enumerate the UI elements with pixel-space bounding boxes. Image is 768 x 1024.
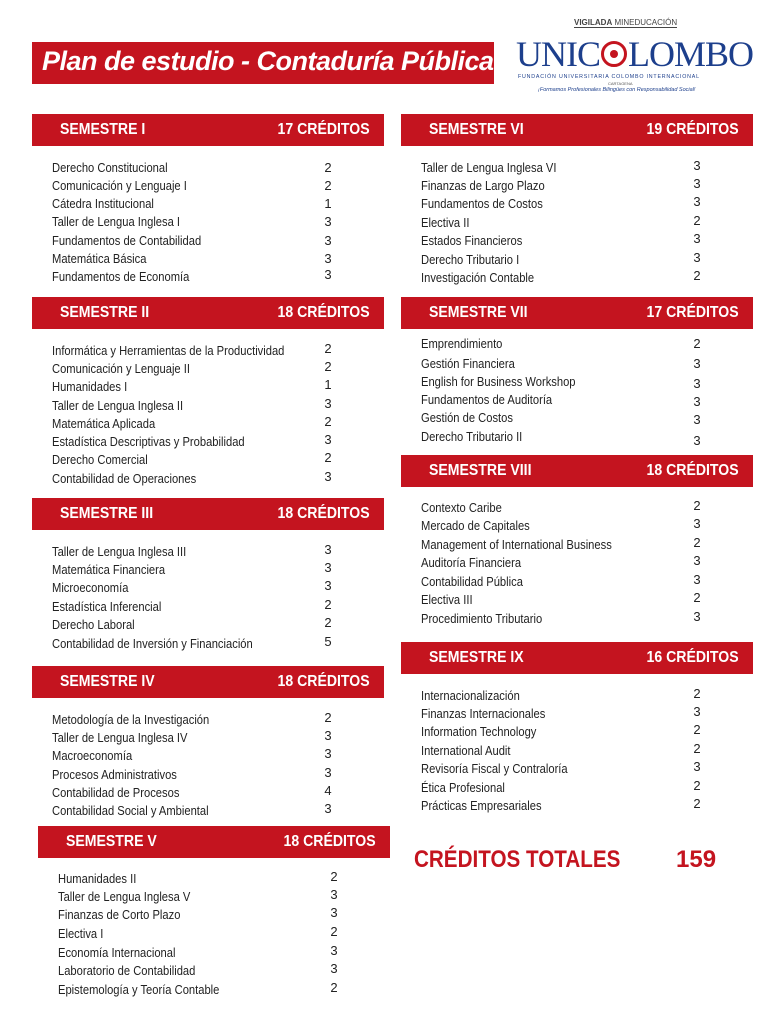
course-credits: 3 — [324, 578, 332, 593]
course-name: Taller de Lengua Inglesa V — [58, 889, 191, 904]
course-credits: 3 — [693, 609, 701, 624]
course-name: Ética Profesional — [421, 780, 505, 795]
course-name: Finanzas de Largo Plazo — [421, 178, 545, 193]
course-credits: 3 — [693, 433, 701, 448]
course-credits: 3 — [324, 801, 332, 816]
course-name: Fundamentos de Costos — [421, 196, 543, 211]
course-credits: 3 — [324, 728, 332, 743]
vigilada-label: VIGILADA MINEDUCACIÓN — [574, 18, 678, 27]
semester-name: SEMESTRE IV — [60, 673, 155, 690]
semester-credits: 19 CRÉDITOS — [646, 121, 739, 138]
course-credits: 3 — [324, 214, 332, 229]
course-credits: 2 — [330, 869, 338, 884]
course-name: Contabilidad Pública — [421, 574, 523, 589]
course-name: Taller de Lengua Inglesa III — [52, 544, 187, 559]
semester-header — [401, 642, 753, 674]
course-credits: 3 — [324, 560, 332, 575]
semester-header — [38, 826, 390, 858]
course-name: Fundamentos de Economía — [52, 269, 190, 284]
course-credits: 2 — [693, 336, 701, 351]
city-name: CARTAGENA — [608, 81, 633, 86]
course-credits: 2 — [324, 450, 332, 465]
course-credits: 3 — [330, 905, 338, 920]
course-credits: 3 — [693, 231, 701, 246]
course-name: Procesos Administrativos — [52, 767, 177, 782]
course-credits: 3 — [330, 887, 338, 902]
course-name: Electiva I — [58, 926, 104, 941]
course-credits: 3 — [693, 704, 701, 719]
semester-credits: 18 CRÉDITOS — [277, 673, 370, 690]
course-credits: 2 — [693, 498, 701, 513]
course-credits: 4 — [324, 783, 332, 798]
course-name: Electiva III — [421, 592, 473, 607]
course-credits: 2 — [330, 980, 338, 995]
semester-header — [401, 297, 753, 329]
course-credits: 2 — [693, 268, 701, 283]
course-credits: 3 — [693, 516, 701, 531]
course-name: Comunicación y Lenguaje I — [52, 178, 187, 193]
course-credits: 2 — [693, 686, 701, 701]
course-name: Prácticas Empresariales — [421, 798, 542, 813]
course-name: Finanzas de Corto Plazo — [58, 907, 181, 922]
course-name: Estados Financieros — [421, 233, 523, 248]
course-credits: 3 — [324, 469, 332, 484]
course-name: Management of International Business — [421, 537, 612, 552]
semester-name: SEMESTRE VI — [429, 121, 524, 138]
course-credits: 5 — [324, 634, 332, 649]
course-name: Estadística Inferencial — [52, 599, 162, 614]
page-title: Plan de estudio - Contaduría Pública — [42, 46, 494, 76]
course-credits: 2 — [324, 597, 332, 612]
course-credits: 2 — [324, 710, 332, 725]
course-name: Fundamentos de Contabilidad — [52, 233, 202, 248]
course-name: Epistemología y Teoría Contable — [58, 982, 220, 997]
course-credits: 2 — [693, 778, 701, 793]
course-name: Mercado de Capitales — [421, 518, 530, 533]
course-credits: 3 — [693, 158, 701, 173]
course-name: Macroeconomía — [52, 748, 133, 763]
course-name: Fundamentos de Auditoría — [421, 392, 553, 407]
course-name: Contabilidad de Inversión y Financiación — [52, 636, 253, 651]
course-name: Gestión Financiera — [421, 356, 515, 371]
course-name: Matemática Aplicada — [52, 416, 156, 431]
university-logo — [512, 14, 754, 100]
course-name: Contabilidad Social y Ambiental — [52, 803, 209, 818]
course-name: Taller de Lengua Inglesa VI — [421, 160, 557, 175]
course-credits: 3 — [324, 396, 332, 411]
course-credits: 2 — [693, 722, 701, 737]
course-name: Taller de Lengua Inglesa II — [52, 398, 184, 413]
course-name: Informática y Herramientas de la Productividad — [52, 343, 285, 358]
foundation-name: FUNDACIÓN UNIVERSITARIA COLOMBO INTERNACIONAL — [518, 74, 700, 80]
course-name: Contabilidad de Procesos — [52, 785, 180, 800]
course-name: Derecho Tributario I — [421, 252, 520, 267]
course-name: Information Technology — [421, 724, 537, 739]
semester-name: SEMESTRE II — [60, 304, 150, 321]
semester-header — [401, 114, 753, 146]
course-credits: 1 — [324, 196, 332, 211]
course-name: Taller de Lengua Inglesa IV — [52, 730, 188, 745]
course-credits: 2 — [693, 796, 701, 811]
course-credits: 2 — [324, 341, 332, 356]
course-credits: 3 — [324, 233, 332, 248]
course-name: Laboratorio de Contabilidad — [58, 963, 196, 978]
course-credits: 3 — [693, 553, 701, 568]
course-credits: 2 — [324, 414, 332, 429]
course-credits: 3 — [693, 412, 701, 427]
course-name: Derecho Comercial — [52, 452, 148, 467]
course-name: Comunicación y Lenguaje II — [52, 361, 190, 376]
course-name: Revisoría Fiscal y Contraloría — [421, 761, 568, 776]
semester-header — [32, 114, 384, 146]
course-name: Matemática Básica — [52, 251, 147, 266]
course-credits: 3 — [324, 432, 332, 447]
course-name: English for Business Workshop — [421, 374, 576, 389]
course-credits: 3 — [693, 394, 701, 409]
course-credits: 2 — [693, 213, 701, 228]
course-credits: 3 — [324, 251, 332, 266]
course-credits: 3 — [330, 961, 338, 976]
semester-name: SEMESTRE III — [60, 505, 154, 522]
semester-name: SEMESTRE IX — [429, 649, 524, 666]
course-credits: 3 — [324, 746, 332, 761]
course-credits: 2 — [693, 535, 701, 550]
course-credits: 3 — [330, 943, 338, 958]
course-name: Metodología de la Investigación — [52, 712, 210, 727]
course-credits: 3 — [324, 267, 332, 282]
semester-header — [32, 498, 384, 530]
semester-credits: 18 CRÉDITOS — [646, 462, 739, 479]
course-name: Economía Internacional — [58, 945, 176, 960]
course-credits: 3 — [693, 759, 701, 774]
course-credits: 3 — [693, 250, 701, 265]
course-credits: 2 — [324, 178, 332, 193]
course-credits: 3 — [324, 542, 332, 557]
course-name: Derecho Tributario II — [421, 429, 523, 444]
course-name: Electiva II — [421, 215, 470, 230]
semester-header — [401, 455, 753, 487]
course-credits: 3 — [693, 194, 701, 209]
course-credits: 2 — [324, 359, 332, 374]
course-name: Derecho Laboral — [52, 617, 135, 632]
semester-name: SEMESTRE V — [66, 833, 157, 850]
semester-name: SEMESTRE VIII — [429, 462, 532, 479]
course-credits: 3 — [693, 356, 701, 371]
course-name: Estadística Descriptivas y Probabilidad — [52, 434, 245, 449]
course-name: Derecho Constitucional — [52, 160, 168, 175]
semester-credits: 18 CRÉDITOS — [277, 505, 370, 522]
semester-credits: 16 CRÉDITOS — [646, 649, 739, 666]
course-credits: 3 — [324, 765, 332, 780]
course-credits: 3 — [693, 376, 701, 391]
total-credits-label: CRÉDITOS TOTALES — [414, 846, 621, 873]
semester-header — [32, 666, 384, 698]
semester-name: SEMESTRE I — [60, 121, 146, 138]
semester-credits: 18 CRÉDITOS — [277, 304, 370, 321]
course-credits: 1 — [324, 377, 332, 392]
course-name: Humanidades II — [58, 871, 137, 886]
course-name: Cátedra Institucional — [52, 196, 154, 211]
course-name: Contexto Caribe — [421, 500, 502, 515]
course-name: Emprendimiento — [421, 336, 503, 351]
total-credits-value: 159 — [676, 846, 717, 873]
course-credits: 2 — [324, 160, 332, 175]
course-name: Gestión de Costos — [421, 410, 513, 425]
course-credits: 2 — [693, 741, 701, 756]
course-name: Matemática Financiera — [52, 562, 166, 577]
brand-name: UNIC LOMBO — [516, 34, 754, 74]
course-credits: 2 — [330, 924, 338, 939]
course-name: Humanidades I — [52, 379, 128, 394]
semester-credits: 17 CRÉDITOS — [277, 121, 370, 138]
course-name: Taller de Lengua Inglesa I — [52, 214, 181, 229]
course-name: International Audit — [421, 743, 511, 758]
course-name: Auditoría Financiera — [421, 555, 522, 570]
title-bar — [32, 42, 494, 84]
course-credits: 3 — [693, 176, 701, 191]
course-credits: 2 — [693, 590, 701, 605]
course-name: Finanzas Internacionales — [421, 706, 546, 721]
course-credits: 2 — [324, 615, 332, 630]
course-name: Procedimiento Tributario — [421, 611, 543, 626]
semester-header — [32, 297, 384, 329]
course-name: Internacionalización — [421, 688, 520, 703]
semester-name: SEMESTRE VII — [429, 304, 528, 321]
slogan: ¡Formamos Profesionales Bilingües con Responsabilidad Social! — [538, 87, 696, 93]
globe-icon — [601, 41, 627, 67]
semester-credits: 17 CRÉDITOS — [646, 304, 739, 321]
course-name: Investigación Contable — [421, 270, 535, 285]
course-name: Microeconomía — [52, 580, 129, 595]
course-name: Contabilidad de Operaciones — [52, 471, 197, 486]
semester-credits: 18 CRÉDITOS — [283, 833, 376, 850]
course-credits: 3 — [693, 572, 701, 587]
